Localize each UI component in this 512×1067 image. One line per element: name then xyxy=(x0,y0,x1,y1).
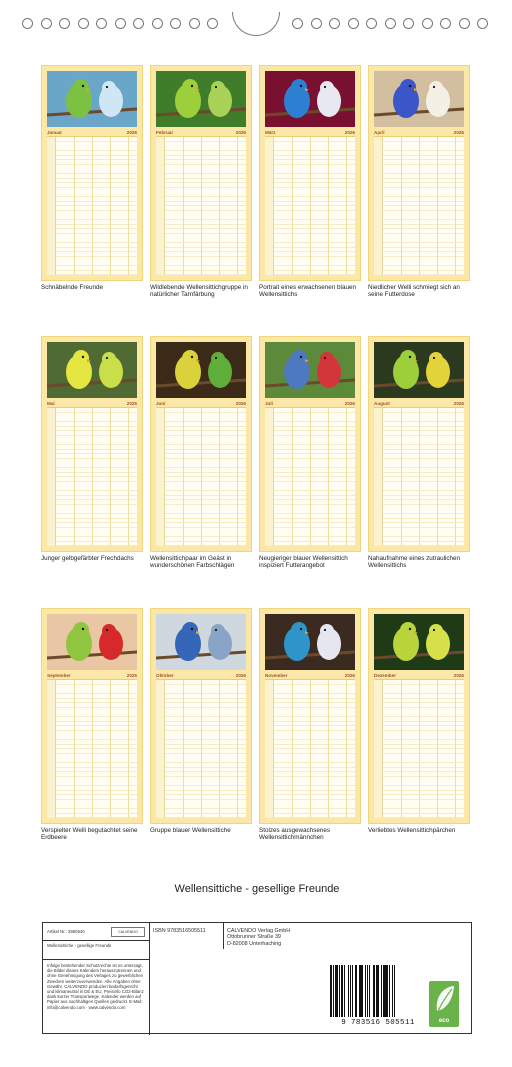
binding-hole xyxy=(170,18,181,29)
month-photo xyxy=(47,71,137,127)
binding-hole xyxy=(366,18,377,29)
month-card-januar xyxy=(41,65,143,281)
month-caption: Junger gelbgefärbter Frechdachs xyxy=(41,555,134,562)
calendar-title: Wellensittiche - gesellige Freunde xyxy=(174,883,340,895)
month-photo xyxy=(265,71,355,127)
binding-hole xyxy=(422,18,433,29)
month-planner-grid xyxy=(156,679,246,818)
binding-hole xyxy=(385,18,396,29)
month-name: Oktober xyxy=(156,672,174,678)
month-card-april xyxy=(368,65,470,281)
month-header xyxy=(374,399,464,407)
month-header xyxy=(156,671,246,679)
binding-hole xyxy=(78,18,89,29)
month-planner-grid xyxy=(265,679,355,818)
month-photo xyxy=(156,342,246,398)
month-year: 2026 xyxy=(344,672,355,678)
barcode-digits: 9 783516 505511 xyxy=(341,1019,415,1027)
month-year: 2026 xyxy=(126,129,137,135)
month-planner-grid xyxy=(265,136,355,275)
month-header xyxy=(47,671,137,679)
month-year: 2026 xyxy=(126,400,137,406)
month-caption: Gruppe blauer Wellensittiche xyxy=(150,827,231,834)
month-header xyxy=(156,128,246,136)
month-card-september xyxy=(41,608,143,824)
publisher-street: Ottobrunner Straße 39 xyxy=(227,934,281,941)
binding-hole xyxy=(22,18,33,29)
binding-hole xyxy=(207,18,218,29)
month-photo xyxy=(265,614,355,670)
month-planner-grid xyxy=(47,679,137,818)
month-header xyxy=(265,399,355,407)
month-header xyxy=(374,128,464,136)
binding-hole xyxy=(311,18,322,29)
month-header xyxy=(156,399,246,407)
binding-hole xyxy=(96,18,107,29)
binding-hole xyxy=(459,18,470,29)
month-name: Januar xyxy=(47,129,63,135)
month-year: 2026 xyxy=(453,129,464,135)
binding-hole xyxy=(403,18,414,29)
month-caption: Wildlebende Wellensittichgruppe in natürlicher Tarnfärbung xyxy=(150,284,248,299)
month-year: 2026 xyxy=(126,672,137,678)
binding-hole xyxy=(329,18,340,29)
month-planner-grid xyxy=(156,407,246,546)
month-year: 2026 xyxy=(235,672,246,678)
binding-hole xyxy=(477,18,488,29)
month-caption: Portrait eines erwachsenen blauen Wellensittichs xyxy=(259,284,356,299)
binding-hole xyxy=(152,18,163,29)
publisher-name: CALVENDO Verlag GmbH xyxy=(227,928,291,934)
month-planner-grid xyxy=(47,407,137,546)
month-year: 2026 xyxy=(453,672,464,678)
calendar-sheet xyxy=(14,38,500,1052)
month-card-märz xyxy=(259,65,361,281)
month-name: April xyxy=(374,129,385,135)
month-photo xyxy=(156,614,246,670)
month-photo xyxy=(265,342,355,398)
binding-hole xyxy=(41,18,52,29)
legal-text: Infolge bestehender Schutzrechte ist es untersagt, die Bilder dieses Kalenders herauszutrennen und ohne Genehmigung des Verlages zu gewerblichen Zwecken weiterzuverwenden. Alle Angaben ohne Gewähr. CALVENDO produziert bedarfsgerecht und klimaneutral in DE & EU. Preisinfo CO2-Bilanz dank kurzer Transportwege. Kalender werden auf Papier aus nachhaltigen Quellen gedruckt. E-Mail: info@calvendo.com · www.calvendo.com xyxy=(47,963,144,1010)
month-caption: Verliebtes Wellensittichpärchen xyxy=(368,827,456,834)
month-caption: Wellensittichpaar im Geäst in wunderschönen Farbschlägen xyxy=(150,555,235,570)
month-caption: Niedlicher Welli schmiegt sich an seine Futterdose xyxy=(368,284,460,299)
binding-hole xyxy=(440,18,451,29)
month-card-juni xyxy=(150,336,252,552)
month-photo xyxy=(374,614,464,670)
month-year: 2026 xyxy=(235,129,246,135)
spiral-binding xyxy=(0,0,512,40)
month-year: 2026 xyxy=(344,129,355,135)
month-planner-grid xyxy=(156,136,246,275)
article-number: Artikel Nr.: 2960640 xyxy=(47,929,85,934)
product-title: Wellensittiche - gesellige Freunde xyxy=(47,943,112,948)
month-card-juli xyxy=(259,336,361,552)
binding-hole xyxy=(348,18,359,29)
month-name: Dezember xyxy=(374,672,396,678)
month-caption: Stolzes ausgewachsenes Wellensittichmännchen xyxy=(259,827,331,842)
barcode xyxy=(330,965,426,1031)
month-header xyxy=(265,128,355,136)
month-caption: Neugieriger blauer Wellensittich inspiziert Futterangebot xyxy=(259,555,348,570)
month-planner-grid xyxy=(374,679,464,818)
month-header xyxy=(47,128,137,136)
month-photo xyxy=(374,71,464,127)
month-card-dezember xyxy=(368,608,470,824)
month-photo xyxy=(47,342,137,398)
month-name: März xyxy=(265,129,276,135)
month-photo xyxy=(156,71,246,127)
month-name: Februar xyxy=(156,129,174,135)
hanger-notch xyxy=(232,12,280,36)
month-name: Mai xyxy=(47,400,55,406)
binding-hole xyxy=(115,18,126,29)
month-name: September xyxy=(47,672,71,678)
binding-hole xyxy=(292,18,303,29)
month-year: 2026 xyxy=(453,400,464,406)
month-planner-grid xyxy=(47,136,137,275)
month-card-august xyxy=(368,336,470,552)
isbn: ISBN 9783516505511 xyxy=(153,928,206,934)
product-info-box xyxy=(42,922,472,1034)
month-name: Juni xyxy=(156,400,166,406)
month-card-februar xyxy=(150,65,252,281)
month-photo xyxy=(47,614,137,670)
month-planner-grid xyxy=(265,407,355,546)
month-planner-grid xyxy=(374,407,464,546)
month-planner-grid xyxy=(374,136,464,275)
month-header xyxy=(47,399,137,407)
barcode-bars xyxy=(330,965,426,1017)
eco-leaf-icon xyxy=(429,981,459,1027)
month-header xyxy=(265,671,355,679)
calvendo-logo: CALVENDO xyxy=(111,927,145,937)
month-photo xyxy=(374,342,464,398)
month-header xyxy=(374,671,464,679)
month-year: 2026 xyxy=(344,400,355,406)
month-card-oktober xyxy=(150,608,252,824)
binding-hole xyxy=(133,18,144,29)
binding-hole xyxy=(189,18,200,29)
month-caption: Nahaufnahme eines zutraulichen Wellensittichs xyxy=(368,555,461,570)
month-year: 2026 xyxy=(235,400,246,406)
eco-label: eco xyxy=(438,1018,450,1024)
publisher-city: D-82008 Unterhaching xyxy=(227,940,282,947)
publisher-address xyxy=(227,928,290,947)
month-caption: Verspielter Welli begutachtet seine Erdbeere xyxy=(41,827,138,842)
month-card-mai xyxy=(41,336,143,552)
month-card-november xyxy=(259,608,361,824)
binding-hole xyxy=(59,18,70,29)
month-name: Juli xyxy=(265,400,273,406)
month-caption: Schnäbelnde Freunde xyxy=(41,284,103,291)
month-name: November xyxy=(265,672,288,678)
month-name: August xyxy=(374,400,390,406)
